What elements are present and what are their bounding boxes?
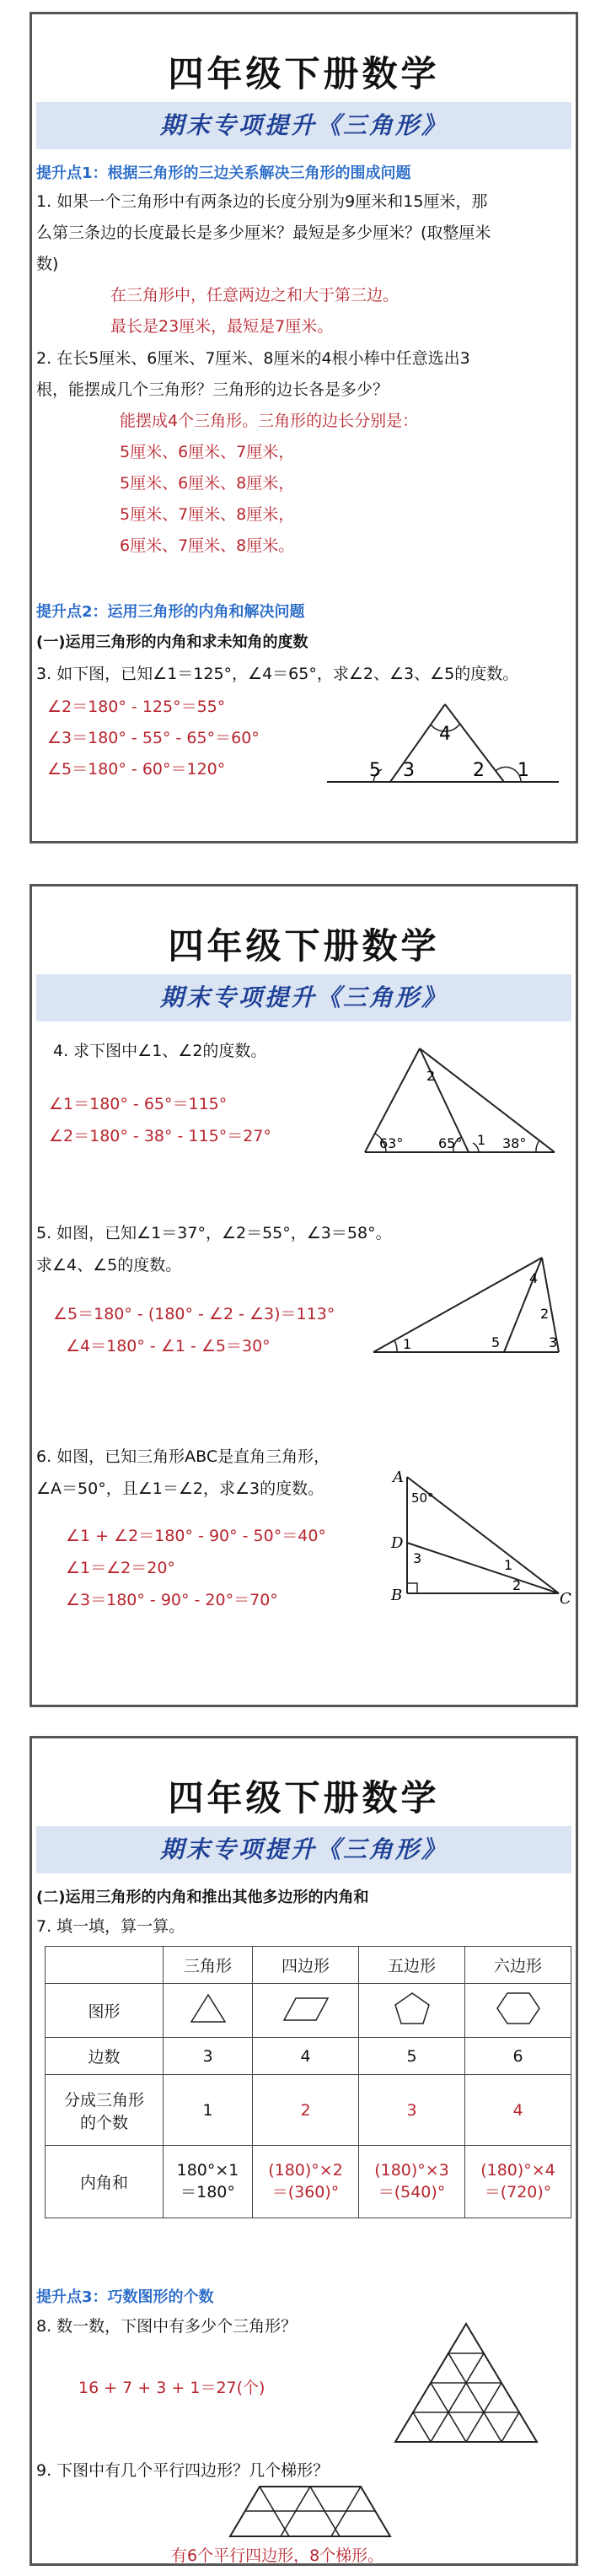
question-9: 9. 下图中有几个平行四边形？几个梯形？ — [36, 2461, 330, 2480]
figure-5-label: 2 — [540, 1306, 550, 1322]
figure-5-label: 1 — [403, 1336, 412, 1352]
answer-2-option: 6厘米、7厘米、8厘米。 — [120, 536, 295, 555]
point-3-heading: 提升点3：巧数图形的个数 — [36, 2288, 214, 2306]
figure-6-label: D — [391, 1534, 404, 1552]
table-cell: 内角和 — [46, 2146, 164, 2218]
table-cell-line: (180)°×3 — [374, 2161, 449, 2180]
table-cell-line: (180)°×2 — [268, 2161, 343, 2180]
answer-6-line: ∠3＝180° - 90° - 20°＝70° — [66, 1591, 278, 1609]
table-cell — [359, 1984, 465, 2038]
table-cell: 图形 — [46, 1984, 164, 2038]
table-cell — [46, 1947, 164, 1984]
figure-4-triangle — [361, 1038, 563, 1161]
table-cell — [465, 2146, 571, 2218]
point-1-heading: 提升点1：根据三角形的三边关系解决三角形的围成问题 — [36, 164, 411, 182]
worksheet-card-2 — [29, 884, 578, 1707]
table-cell — [465, 1984, 571, 2038]
answer-8: 16 + 7 + 3 + 1＝27(个) — [78, 2379, 265, 2397]
question-4: 4. 求下图中∠1、∠2的度数。 — [53, 1042, 267, 1060]
table-cell: 3 — [164, 2038, 253, 2075]
question-3: 3. 如下图，已知∠1＝125°，∠4＝65°，求∠2、∠3、∠5的度数。 — [36, 665, 519, 683]
table-cell — [46, 2075, 164, 2146]
table-cell: 1 — [164, 2075, 253, 2146]
table-cell — [359, 2146, 465, 2218]
worksheet-card-3 — [29, 1736, 578, 2566]
answer-2-option: 5厘米、6厘米、8厘米， — [120, 474, 295, 493]
figure-6-label: 3 — [413, 1550, 422, 1566]
worksheet-card-1 — [29, 12, 578, 843]
answer-9: 有6个平行四边形，8个梯形。 — [171, 2546, 384, 2565]
table-cell — [253, 2146, 359, 2218]
answer-1-line-1: 在三角形中，任意两边之和大于第三边。 — [110, 286, 400, 304]
question-1-line-3: 数) — [36, 255, 59, 273]
figure-4-label: 65° — [438, 1135, 463, 1151]
table-cell — [253, 1984, 359, 2038]
table-cell: 6 — [465, 2038, 571, 2075]
answer-4-line: ∠2＝180° - 38° - 115°＝27° — [49, 1127, 271, 1145]
figure-5-label: 5 — [491, 1334, 501, 1350]
answer-2-option: 5厘米、7厘米、8厘米， — [120, 505, 295, 524]
table-cell: 5 — [359, 2038, 465, 2075]
figure-4-label: 38° — [502, 1135, 527, 1151]
answer-6-line: ∠1＝∠2＝20° — [66, 1559, 175, 1577]
section-1-heading: (一)运用三角形的内角和求未知角的度数 — [36, 633, 308, 651]
table-cell: 4 — [465, 2075, 571, 2146]
answer-3-line: ∠5＝180° - 60°＝120° — [47, 760, 226, 779]
figure-5-label: 3 — [549, 1334, 558, 1350]
figure-3-label: 5 — [369, 760, 381, 781]
question-6-line-1: 6. 如图，已知三角形ABC是直角三角形， — [36, 1447, 330, 1466]
table-cell-line: 分成三角形 — [63, 2090, 144, 2110]
table-cell-line: (180)°×4 — [480, 2161, 555, 2180]
subtitle-band — [36, 1826, 571, 1873]
question-1-line-1: 1. 如果一个三角形中有两条边的长度分别为9厘米和15厘米，那 — [36, 192, 488, 211]
table-cell-line: ＝(720)° — [484, 2183, 552, 2201]
section-2-heading: (二)运用三角形的内角和推出其他多边形的内角和 — [36, 1889, 369, 1906]
answer-3-line: ∠2＝180° - 125°＝55° — [47, 698, 226, 716]
figure-5-triangle — [365, 1249, 567, 1359]
table-cell-line: 的个数 — [79, 2113, 128, 2132]
table-row — [46, 2146, 571, 2218]
hexagon-icon — [496, 1990, 541, 2027]
table-cell-line: ＝(540)° — [378, 2183, 446, 2201]
table-cell-line: 180°×1 — [176, 2161, 239, 2180]
figure-6-label: 1 — [504, 1557, 513, 1573]
table-row — [46, 2038, 571, 2075]
page-title: 四年级下册数学 — [168, 925, 440, 967]
subtitle-band — [36, 974, 571, 1021]
figure-6-label: B — [391, 1587, 403, 1604]
subtitle: 期末专项提升《三角形》 — [159, 1835, 448, 1863]
answer-6-line: ∠1 + ∠2＝180° - 90° - 50°＝40° — [66, 1527, 326, 1545]
figure-6-label: A — [393, 1469, 404, 1486]
table-cell: 四边形 — [253, 1947, 359, 1984]
figure-6-label: 50° — [411, 1490, 434, 1506]
figure-3-triangle — [319, 689, 571, 790]
figure-4-label: 63° — [379, 1135, 404, 1151]
subtitle-band — [36, 102, 571, 149]
table-cell-line: ＝(360)° — [271, 2183, 340, 2201]
page-title: 四年级下册数学 — [168, 1777, 440, 1819]
subtitle: 期末专项提升《三角形》 — [159, 111, 448, 139]
question-5-line-2: 求∠4、∠5的度数。 — [36, 1256, 182, 1275]
table-cell — [164, 1984, 253, 2038]
answer-2-line-1: 能摆成4个三角形。三角形的边长分别是： — [120, 412, 419, 430]
question-2-line-1: 2. 在长5厘米、6厘米、7厘米、8厘米的4根小棒中任意选出3 — [36, 349, 470, 368]
polygon-table — [45, 1946, 571, 2218]
parallelogram-icon — [281, 1991, 331, 2025]
table-cell: 2 — [253, 2075, 359, 2146]
answer-4-line: ∠1＝180° - 65°＝115° — [49, 1095, 228, 1113]
table-cell: 4 — [253, 2038, 359, 2075]
table-cell: 六边形 — [465, 1947, 571, 1984]
subtitle: 期末专项提升《三角形》 — [159, 984, 448, 1011]
table-cell: 五边形 — [359, 1947, 465, 1984]
figure-3-label: 1 — [518, 760, 529, 781]
question-6-line-2: ∠A＝50°，且∠1＝∠2，求∠3的度数。 — [36, 1479, 324, 1498]
table-row — [46, 1984, 571, 2038]
table-cell: 三角形 — [164, 1947, 253, 1984]
page-title: 四年级下册数学 — [168, 53, 440, 94]
figure-6-right-triangle — [386, 1469, 571, 1608]
figure-4-label: 1 — [477, 1132, 486, 1148]
table-cell: 边数 — [46, 2038, 164, 2075]
figure-3-label: 2 — [473, 760, 485, 781]
point-2-heading: 提升点2：运用三角形的内角和解决问题 — [36, 603, 305, 621]
figure-8-triangle-grid — [390, 2320, 542, 2447]
table-cell: 3 — [359, 2075, 465, 2146]
answer-5-line: ∠5＝180° - (180° - ∠2 - ∠3)＝113° — [53, 1305, 335, 1323]
answer-1-line-2: 最长是23厘米，最短是7厘米。 — [110, 317, 334, 336]
figure-3-label: 4 — [439, 724, 451, 745]
figure-4-label: 2 — [426, 1068, 436, 1084]
triangle-icon — [187, 1991, 229, 2025]
answer-5-line: ∠4＝180° - ∠1 - ∠5＝30° — [66, 1337, 271, 1355]
question-2-line-2: 根，能摆成几个三角形？三角形的边长各是多少？ — [36, 380, 389, 399]
figure-6-label: 2 — [512, 1577, 522, 1593]
question-1-line-2: 么第三条边的长度最长是多少厘米？最短是多少厘米？(取整厘米 — [36, 224, 491, 242]
table-row — [46, 2075, 571, 2146]
question-5-line-1: 5. 如图，已知∠1＝37°，∠2＝55°，∠3＝58°。 — [36, 1224, 392, 1242]
figure-5-label: 4 — [529, 1270, 539, 1286]
answer-2-option: 5厘米、6厘米、7厘米， — [120, 443, 295, 461]
table-cell — [164, 2146, 253, 2218]
figure-6-label: C — [560, 1590, 571, 1608]
question-8: 8. 数一数，下图中有多少个三角形？ — [36, 2317, 298, 2336]
figure-9-trapezoid — [226, 2482, 394, 2541]
pentagon-icon — [391, 1990, 433, 2027]
question-7: 7. 填一填，算一算。 — [36, 1917, 185, 1936]
figure-3-label: 3 — [403, 760, 415, 781]
table-cell-line: ＝180° — [180, 2183, 235, 2201]
answer-3-line: ∠3＝180° - 55° - 65°＝60° — [47, 729, 260, 747]
table-header-row — [46, 1947, 571, 1984]
